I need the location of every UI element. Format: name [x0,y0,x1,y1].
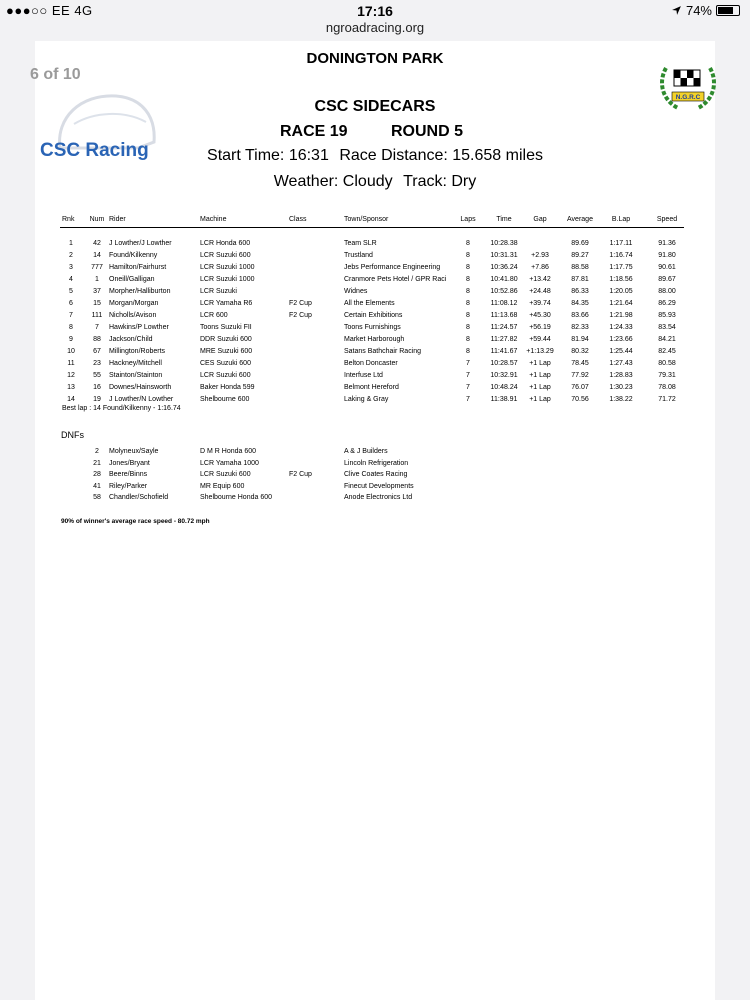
cell-speed: 88.00 [658,288,676,295]
cell-town: Team SLR [344,240,377,247]
start-time: Start Time: 16:31 [207,147,329,164]
cell-num: 14 [93,252,101,259]
speed-footnote: 90% of winner's average race speed - 80.72 mph [61,518,210,525]
cell-town: Belton Doncaster [344,360,398,367]
cell-average: 84.35 [571,300,589,307]
cell-town: Interfuse Ltd [344,372,383,379]
cell-speed: 89.67 [658,276,676,283]
cell-best-lap: 1:23.66 [609,336,633,343]
result-row [60,346,684,358]
cell-rnk: 4 [69,276,73,283]
col-machine: Machine [200,216,227,223]
cell-speed: 85.93 [658,312,676,319]
cell-town: Market Harborough [344,336,405,343]
cell-best-lap: 1:17.75 [609,264,633,271]
cell-laps: 8 [466,312,470,319]
cell-laps: 8 [466,276,470,283]
cell-machine: LCR Suzuki 600 [200,252,251,259]
cell-average: 89.27 [571,252,589,259]
cell-town: Belmont Hereford [344,384,399,391]
page-counter: 6 of 10 [30,66,81,83]
cell-time: 11:27.82 [490,336,518,343]
cell-time: 10:31.31 [490,252,518,259]
cell-laps: 8 [466,252,470,259]
cell-rnk: 9 [69,336,73,343]
col-class: Class [289,216,307,223]
cell-town: Satans Bathchair Racing [344,348,422,355]
cell-num: 2 [95,448,99,455]
cell-machine: DDR Suzuki 600 [200,336,252,343]
cell-machine: MR Equip 600 [200,482,245,490]
cell-machine: LCR Yamaha 1000 [200,459,259,467]
cell-time: 11:08.12 [490,300,518,307]
cell-average: 81.94 [571,336,589,343]
cell-num: 21 [93,459,101,467]
cell-best-lap: 1:16.74 [609,252,633,259]
cell-class: F2 Cup [289,471,312,479]
result-row [60,298,684,310]
cell-machine: Toons Suzuki FII [200,324,252,331]
cell-average: 86.33 [571,288,589,295]
cell-gap: +1 Lap [529,396,551,403]
cell-speed: 71.72 [658,396,676,403]
cell-rnk: 1 [69,240,73,247]
status-right [671,3,740,18]
cell-town: Widnes [344,288,368,295]
cell-town: Cranmore Pets Hotel / GPR Raci [344,276,447,283]
result-row [60,310,684,322]
cell-class: F2 Cup [289,312,312,319]
cell-speed: 91.80 [658,252,676,259]
cell-machine: Shelbourne Honda 600 [200,494,273,502]
result-row [60,250,684,262]
cell-laps: 8 [466,264,470,271]
cell-num: 55 [93,372,101,379]
cell-laps: 7 [466,372,470,379]
cell-rider: Millington/Roberts [109,348,166,355]
cell-laps: 7 [466,360,470,367]
cell-best-lap: 1:38.22 [609,396,633,403]
dnf-heading: DNFs [61,430,84,440]
url-bar[interactable]: ngroadracing.org [325,20,425,35]
cell-num: 7 [95,324,99,331]
series-title: CSC SIDECARS [314,98,436,115]
cell-best-lap: 1:21.64 [609,300,633,307]
cell-class: F2 Cup [289,300,312,307]
cell-town: Trustland [344,252,373,259]
cell-average: 77.92 [571,372,589,379]
cell-town: Laking & Gray [344,396,389,403]
cell-speed: 82.45 [658,348,676,355]
cell-speed: 78.08 [658,384,676,391]
cell-time: 10:52.86 [490,288,518,295]
cell-town: Lincoln Refrigeration [344,459,409,467]
result-row [60,274,684,286]
cell-num: 58 [93,494,101,502]
cell-machine: CES Suzuki 600 [200,360,251,367]
cell-average: 80.32 [571,348,589,355]
cell-machine: LCR Yamaha R6 [200,300,253,307]
cell-laps: 7 [466,396,470,403]
cell-laps: 7 [466,384,470,391]
cell-time: 11:13.68 [490,312,518,319]
cell-rider: Hackney/Mitchell [109,360,162,367]
cell-speed: 79.31 [658,372,676,379]
cell-best-lap: 1:25.44 [609,348,633,355]
cell-rnk: 6 [69,300,73,307]
result-row [60,322,684,334]
carrier-signal: ●●●○○ EE 4G [6,3,93,18]
cell-best-lap: 1:24.33 [609,324,633,331]
cell-gap: +2.93 [531,252,549,259]
cell-gap: +13.42 [529,276,551,283]
cell-rider: Stainton/Stainton [109,372,163,379]
cell-gap: +45.30 [529,312,551,319]
cell-num: 42 [93,240,101,247]
cell-num: 23 [93,360,101,367]
cell-num: 28 [93,471,101,479]
result-row [60,370,684,382]
cell-speed: 84.21 [658,336,676,343]
cell-gap: +1 Lap [529,360,551,367]
cell-rider: J Lowther/J Lowther [109,240,172,247]
cell-time: 10:28.38 [490,240,518,247]
cell-average: 87.81 [571,276,589,283]
cell-num: 67 [93,348,101,355]
cell-laps: 8 [466,240,470,247]
cell-speed: 91.36 [658,240,676,247]
cell-time: 11:41.67 [490,348,518,355]
cell-time: 10:41.80 [490,276,518,283]
cell-best-lap: 1:18.56 [609,276,633,283]
cell-machine: LCR Suzuki [200,288,237,295]
race-number: RACE 19 [280,123,348,140]
col-num: Num [89,216,105,223]
csc-racing-logo-text: CSC Racing [40,140,149,161]
cell-average: 83.66 [571,312,589,319]
cell-best-lap: 1:21.98 [609,312,633,319]
cell-town: Certain Exhibitions [344,312,403,319]
cell-average: 76.07 [571,384,589,391]
cell-rnk: 13 [67,384,75,391]
cell-machine: LCR Suzuki 600 [200,471,251,479]
cell-speed: 80.58 [658,360,676,367]
cell-machine: LCR Honda 600 [200,240,251,247]
cell-rider: J Lowther/N Lowther [109,396,174,403]
cell-rider: Nicholls/Avison [109,312,157,319]
cell-speed: 86.29 [658,300,676,307]
col-town: Town/Sponsor [344,216,389,223]
cell-gap: +59.44 [529,336,551,343]
cell-time: 10:28.57 [490,360,518,367]
results-table [60,214,684,406]
cell-gap: +39.74 [529,300,551,307]
cell-num: 15 [93,300,101,307]
cell-rider: Hamilton/Fairhurst [109,264,167,271]
results-body [60,238,684,406]
cell-rider: Beere/Binns [109,471,148,479]
cell-speed: 90.61 [658,264,676,271]
cell-gap: +7.86 [531,264,549,271]
cell-rider: Hawkins/P Lowther [109,324,169,331]
cell-num: 41 [93,482,101,490]
cell-time: 11:38.91 [490,396,518,403]
cell-gap: +1 Lap [529,372,551,379]
cell-laps: 8 [466,288,470,295]
cell-num: 16 [93,384,101,391]
cell-rnk: 12 [67,372,75,379]
col-rider: Rider [109,216,126,223]
cell-rnk: 14 [67,396,75,403]
cell-average: 82.33 [571,324,589,331]
cell-laps: 8 [466,348,470,355]
race-distance: Race Distance: 15.658 miles [339,147,543,164]
cell-rider: Jackson/Child [109,336,153,343]
cell-num: 111 [91,312,103,319]
cell-time: 10:32.91 [490,372,518,379]
battery-fill [718,7,733,14]
best-lap-note: Best lap : 14 Found/Kilkenny - 1:16.74 [62,405,181,412]
cell-machine: LCR 600 [200,312,228,319]
col-laps: Laps [460,216,476,223]
result-row [60,262,684,274]
cell-machine: LCR Suzuki 600 [200,372,251,379]
cell-laps: 8 [466,336,470,343]
cell-town: Toons Furnishings [344,324,401,331]
cell-time: 11:24.57 [490,324,518,331]
cell-gap: +1:13.29 [526,348,554,355]
cell-town: Clive Coates Racing [344,471,408,479]
cell-num: 1 [95,276,99,283]
cell-average: 88.58 [571,264,589,271]
cell-rider: Downes/Hainsworth [109,384,172,391]
cell-best-lap: 1:17.11 [609,240,633,247]
cell-machine: MRE Suzuki 600 [200,348,253,355]
cell-rnk: 11 [67,360,75,367]
cell-rider: Morgan/Morgan [109,300,159,307]
weather: Weather: Cloudy [273,173,393,190]
cell-machine: D M R Honda 600 [200,448,257,455]
col-gap: Gap [533,216,547,223]
cell-rider: Chandler/Schofield [109,494,169,502]
cell-machine: LCR Suzuki 1000 [200,276,255,283]
cell-num: 37 [93,288,101,295]
cell-rider: Molyneux/Sayle [109,448,159,455]
cell-num: 88 [93,336,101,343]
cell-town: Anode Electronics Ltd [344,494,413,502]
result-row [60,334,684,346]
cell-num: 777 [91,264,103,271]
cell-machine: LCR Suzuki 1000 [200,264,255,271]
cell-machine: Baker Honda 599 [200,384,255,391]
cell-town: Finecut Developments [344,482,414,490]
cell-rnk: 7 [69,312,73,319]
col-rnk: Rnk [62,216,75,223]
battery-percent: 74% [685,3,712,18]
race-info-line [0,147,750,165]
cell-num: 19 [93,396,101,403]
cell-gap: +1 Lap [529,384,551,391]
col-speed: Speed [656,216,678,223]
cell-best-lap: 1:30.23 [609,384,633,391]
cell-average: 70.56 [571,396,589,403]
cell-gap: +24.48 [529,288,551,295]
conditions-line [0,173,750,191]
result-row [60,358,684,370]
round-number: ROUND 5 [391,123,464,140]
track-condition: Track: Dry [403,173,477,190]
cell-rider: Riley/Parker [109,482,148,490]
cell-rnk: 10 [67,348,75,355]
cell-best-lap: 1:28.83 [609,372,633,379]
cell-town: Jebs Performance Engineering [344,264,441,271]
status-bar [0,0,750,20]
cell-town: A & J Builders [344,448,388,455]
track-name: DONINGTON PARK [306,50,444,67]
cell-rnk: 5 [69,288,73,295]
cell-time: 10:36.24 [490,264,518,271]
result-row [60,238,684,250]
result-row [60,286,684,298]
cell-average: 89.69 [571,240,589,247]
battery-icon [716,5,740,16]
col-best-lap: B.Lap [611,216,631,223]
cell-rider: Found/Kilkenny [109,252,158,259]
cell-laps: 8 [466,300,470,307]
col-average: Average [567,216,593,223]
cell-rnk: 2 [69,252,73,259]
cell-rider: Oneill/Galligan [109,276,155,283]
cell-machine: Shelbourne 600 [200,396,250,403]
results-header-row [60,214,684,228]
cell-rnk: 8 [69,324,73,331]
cell-town: All the Elements [344,300,395,307]
col-time: Time [496,216,512,223]
cell-rider: Morpher/Halliburton [109,288,171,295]
cell-rider: Jones/Bryant [109,459,150,467]
cell-rnk: 3 [69,264,73,271]
cell-speed: 83.54 [658,324,676,331]
location-arrow-icon [671,5,682,16]
clock: 17:16 [357,3,393,19]
cell-time: 10:48.24 [490,384,518,391]
cell-laps: 8 [466,324,470,331]
cell-best-lap: 1:27.43 [609,360,633,367]
cell-best-lap: 1:20.05 [609,288,633,295]
result-row [60,382,684,394]
cell-gap: +56.19 [529,324,551,331]
ngrc-logo-text: N.G.R.C [675,94,701,101]
cell-average: 78.45 [571,360,589,367]
